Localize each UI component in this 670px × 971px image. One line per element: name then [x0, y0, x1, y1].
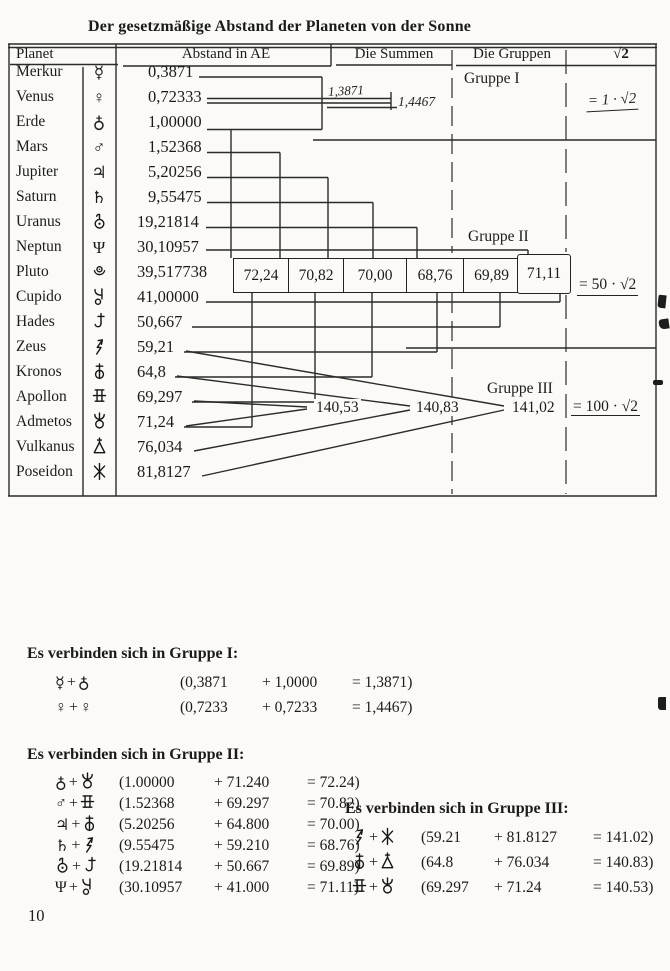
formula-result: = 1,4467): [352, 698, 413, 716]
apollon-symbol-icon: [352, 877, 367, 898]
pair-symbols: [55, 793, 119, 814]
planet-distance: 1,00000: [148, 112, 202, 131]
planet-name: Poseidon: [16, 463, 73, 480]
planet-distance: 0,3871: [148, 62, 194, 81]
column-header-summen: Die Summen: [354, 46, 434, 62]
saturn-symbol-icon: ♄: [55, 837, 70, 855]
sums-row: [233, 258, 520, 293]
gruppe2-equation: = 50 · √2: [577, 276, 638, 296]
ink-mark: [653, 380, 663, 385]
formula-term-a: (0,7233: [180, 698, 228, 716]
merkur-symbol-icon: ☿: [93, 63, 105, 82]
zeus-symbol-icon: [83, 337, 115, 359]
table-row-vulkanus: [10, 436, 340, 461]
erde-symbol-icon: ♁: [55, 774, 67, 792]
formula-row: [55, 672, 412, 693]
vulkanus-symbol-icon: [380, 852, 395, 873]
column-header-sqrt2: √2: [613, 46, 629, 62]
planet-distance: 69,297: [137, 387, 183, 406]
mars-symbol-icon: ♂: [92, 138, 106, 157]
table-row-mars: [10, 136, 340, 161]
admetos-symbol-icon: [83, 412, 115, 434]
gruppe2-label: Gruppe II: [468, 228, 529, 245]
formula-result: = 1,3871): [352, 673, 413, 691]
table-row-venus: [10, 86, 340, 111]
table-row-kronos: [10, 361, 340, 386]
venus-symbol-icon: ♀: [55, 698, 67, 716]
gruppe3-equation: = 100 · √2: [573, 398, 639, 415]
planet-distance: 81,8127: [137, 462, 191, 481]
planet-name: Uranus: [16, 213, 61, 230]
uranus-symbol-icon: [55, 856, 70, 877]
section-heading-gruppe3: Es verbinden sich in Gruppe III:: [345, 800, 569, 817]
hades-symbol-icon: [83, 312, 115, 334]
sum-cell-7111: 71,11: [517, 254, 571, 294]
planet-name: Jupiter: [16, 163, 59, 180]
apollon-symbol-icon: [80, 793, 95, 814]
formula-term-b: + 59.210: [214, 836, 270, 854]
formula-row: [55, 697, 412, 718]
planet-name: Erde: [16, 113, 46, 130]
formula-term-b: + 71.24: [494, 878, 542, 896]
table-row-uranus: [10, 211, 340, 236]
section-heading-gruppe1: Es verbinden sich in Gruppe I:: [27, 645, 239, 662]
neptun-symbol-icon: Ψ: [55, 878, 67, 896]
apollon-symbol-icon: [83, 387, 115, 409]
planet-distance: 30,10957: [137, 237, 199, 256]
planet-name: Mars: [16, 138, 48, 155]
formula-result: = 71.11): [307, 878, 360, 896]
sum-cell: 70,82: [289, 259, 344, 292]
pair-symbols: [55, 673, 180, 693]
page-title: Der gesetzmäßige Abstand der Planeten von der Sonne: [88, 18, 472, 35]
poseidon-symbol-icon: [83, 462, 115, 484]
formula-term-b: + 50.667: [214, 857, 270, 875]
uranus-symbol-icon: [83, 212, 115, 234]
vulkanus-symbol-icon: [83, 437, 115, 459]
erde-symbol-icon: ♁: [92, 113, 106, 132]
planet-distance: 0,72333: [148, 87, 202, 106]
formula-term-a: (0,3871: [180, 673, 228, 691]
table-row-saturn: [10, 186, 340, 211]
planet-distance: 64,8: [137, 362, 166, 381]
neptun-symbol-icon: Ψ: [92, 238, 106, 257]
zeus-symbol-icon: [82, 835, 97, 856]
formula-term-b: + 76.034: [494, 853, 550, 871]
pair-symbols: [55, 856, 119, 877]
planet-name: Saturn: [16, 188, 57, 205]
plus-sign: +: [69, 794, 79, 812]
planet-name: Hades: [16, 313, 55, 330]
planet-name: Admetos: [16, 413, 72, 430]
venus-symbol-icon: ♀: [80, 698, 93, 716]
planet-name: Neptun: [16, 238, 62, 255]
planet-distance: 76,034: [137, 437, 183, 456]
formula-row: [55, 877, 359, 898]
formula-row: [55, 814, 360, 835]
gruppe3-sum-14083: 140,83: [416, 399, 459, 416]
planet-name: Apollon: [16, 388, 67, 405]
handwritten-sum-14467: 1,4467: [398, 94, 436, 109]
planet-distance: 50,667: [137, 312, 183, 331]
plus-sign: +: [369, 853, 379, 871]
plus-sign: +: [369, 828, 379, 846]
formula-term-a: (59.21: [421, 828, 462, 846]
planet-distance: 1,52368: [148, 137, 202, 156]
formula-row: [352, 827, 653, 848]
formula-result: = 70.00): [307, 815, 360, 833]
table-row-poseidon: [10, 461, 340, 486]
column-header-planet: Planet: [16, 46, 54, 62]
column-header-abstand: Abstand in AE: [181, 46, 271, 62]
plus-sign: +: [72, 857, 82, 875]
pair-symbols: [352, 877, 421, 898]
venus-symbol-icon: ♀: [92, 88, 106, 107]
formula-term-a: (64.8: [421, 853, 454, 871]
erde-symbol-icon: ♁: [77, 674, 90, 692]
merkur-symbol-icon: ☿: [55, 674, 65, 692]
formula-term-b: + 1,0000: [262, 673, 318, 691]
sum-cell: 69,89: [474, 266, 509, 284]
planet-name: Cupido: [16, 288, 62, 305]
saturn-symbol-icon: ♄: [91, 188, 107, 207]
formula-row: [55, 772, 360, 793]
page-number: 10: [28, 906, 45, 925]
pair-symbols: [55, 699, 180, 717]
table-row-jupiter: [10, 161, 340, 186]
planet-distance: 71,24: [137, 412, 175, 431]
formula-row: [352, 852, 653, 873]
formula-term-a: (69.297: [421, 878, 469, 896]
jupiter-symbol-icon: ♃: [91, 163, 107, 182]
formula-term-a: (30.10957: [119, 878, 183, 896]
table-row-hades: [10, 311, 340, 336]
admetos-symbol-icon: [80, 772, 95, 793]
admetos-symbol-icon: [380, 877, 395, 898]
table-row-zeus: [10, 336, 340, 361]
formula-term-a: (5.20256: [119, 815, 175, 833]
formula-result: = 141.02): [593, 828, 654, 846]
gruppe3-sum-14053: 140,53: [316, 399, 359, 416]
table-row-erde: [10, 111, 340, 136]
sum-cell: 72,24: [234, 259, 289, 292]
planet-distance: 9,55475: [148, 187, 202, 206]
gruppe1-equation: = 1 · √2: [586, 91, 639, 113]
zeus-symbol-icon: [352, 827, 367, 848]
gruppe3-sum-14102: 141,02: [512, 399, 555, 416]
plus-sign: +: [369, 878, 379, 896]
planet-name: Kronos: [16, 363, 62, 380]
plus-sign: +: [68, 878, 78, 896]
formula-term-a: (1.52368: [119, 794, 175, 812]
pair-symbols: [352, 827, 421, 848]
sum-cell: 68,76: [407, 259, 464, 292]
formula-result: = 140.53): [593, 878, 654, 896]
plus-sign: +: [69, 698, 79, 716]
pair-symbols: [55, 772, 119, 793]
planet-distance: 19,21814: [137, 212, 199, 231]
section-heading-gruppe2: Es verbinden sich in Gruppe II:: [27, 746, 245, 763]
ink-mark: [658, 697, 666, 710]
formula-term-b: + 71.240: [214, 773, 270, 791]
planet-name: Zeus: [16, 338, 47, 355]
hades-symbol-icon: [83, 856, 98, 877]
kronos-symbol-icon: [352, 852, 367, 873]
planet-name: Vulkanus: [16, 438, 75, 455]
formula-row: [55, 793, 360, 814]
column-header-gruppen: Die Gruppen: [473, 46, 551, 62]
formula-row: [55, 835, 360, 856]
plus-sign: +: [68, 773, 78, 791]
jupiter-symbol-icon: ♃: [55, 816, 70, 834]
formula-result: = 68.76): [307, 836, 360, 854]
planet-name: Venus: [16, 88, 54, 105]
formula-term-a: (1.00000: [119, 773, 175, 791]
formula-result: = 70.82): [307, 794, 360, 812]
formula-row: [55, 856, 360, 877]
formula-term-a: (19.21814: [119, 857, 183, 875]
formula-term-b: + 64.800: [214, 815, 270, 833]
ink-mark: [657, 295, 666, 309]
cupido-symbol-icon: [80, 877, 95, 898]
formula-result: = 69.89): [307, 857, 360, 875]
plus-sign: +: [71, 815, 81, 833]
sum-cell: 70,00: [344, 259, 407, 292]
ink-mark: [658, 318, 669, 329]
planet-distance: 5,20256: [148, 162, 202, 181]
formula-result: = 140.83): [593, 853, 654, 871]
handwritten-sum-13871: 1,3871: [327, 82, 365, 99]
table-row-apollon: [10, 386, 340, 411]
pair-symbols: [55, 814, 119, 835]
planet-name: Merkur: [16, 63, 63, 80]
formula-term-b: + 0,7233: [262, 698, 318, 716]
formula-term-b: + 41.000: [214, 878, 270, 896]
mars-symbol-icon: ♂: [55, 794, 67, 812]
pair-symbols: [352, 852, 421, 873]
table-row-merkur: [10, 61, 340, 86]
planet-distance: 39,517738: [137, 262, 208, 281]
planet-distance: 59,21: [137, 337, 175, 356]
formula-row: [352, 877, 653, 898]
formula-term-a: (9.55475: [119, 836, 175, 854]
gruppe1-label: Gruppe I: [464, 70, 520, 87]
pair-symbols: [55, 877, 119, 898]
kronos-symbol-icon: [82, 814, 97, 835]
cupido-symbol-icon: [83, 287, 115, 309]
plus-sign: +: [66, 673, 76, 691]
table-row-admetos: [10, 411, 340, 436]
formula-term-b: + 81.8127: [494, 828, 557, 846]
gruppe3-label: Gruppe III: [487, 380, 553, 397]
formula-term-b: + 69.297: [214, 794, 270, 812]
pair-symbols: [55, 835, 119, 856]
kronos-symbol-icon: [83, 362, 115, 384]
formula-result: = 72.24): [307, 773, 360, 791]
poseidon-symbol-icon: [380, 827, 395, 848]
pluto-symbol-icon: [83, 262, 115, 284]
plus-sign: +: [71, 836, 81, 854]
planet-name: Pluto: [16, 263, 49, 280]
planet-distance: 41,00000: [137, 287, 199, 306]
